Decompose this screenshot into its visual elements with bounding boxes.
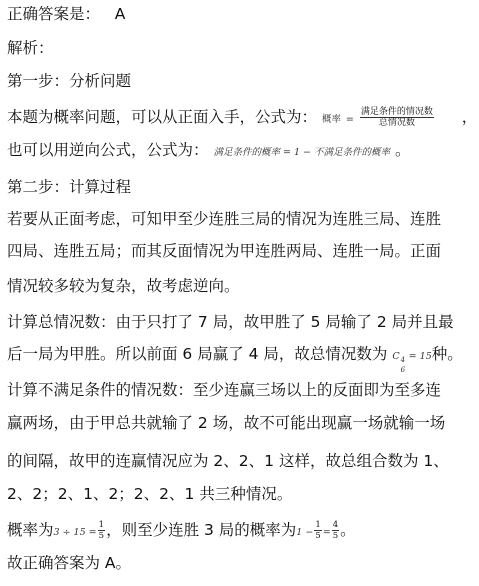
prob-f2b-num: 4	[332, 520, 339, 530]
step2-para3-line2: 赢两场，由于甲总共就输了 2 场，故不可能出现赢一场就输一场	[7, 414, 446, 432]
step1-formula-line	[7, 107, 478, 130]
final-answer-line: 故正确答案为 A。	[7, 554, 132, 572]
step2-para3-line3: 的间隔，故甲的连赢情况应为 2、2、1 这样，故总组合数为 1、	[7, 452, 449, 470]
prob-f2a-num: 1	[315, 520, 321, 530]
prob-t1: 概率为	[7, 521, 54, 539]
combination-sub: 6	[400, 366, 406, 374]
formula1-eq: =	[345, 114, 354, 125]
prob-f2: 1 −	[296, 527, 314, 538]
combination-result: = 15	[405, 351, 432, 362]
combination-sup: 4	[400, 356, 406, 364]
step2-para3-line4: 2、2；2、1、2；2、2、1 共三种情况。	[7, 485, 293, 503]
combination-formula	[392, 351, 432, 374]
answer-letter: A	[114, 5, 126, 23]
step1-title: 第一步：分析问题	[7, 72, 132, 90]
prob-fraction-2b	[332, 520, 339, 541]
step2-para1-line1: 若要从正面考虑，可知甲至少连胜三局的情况为连胜三局、连胜	[7, 210, 442, 228]
step2-para2-text: 后一局为甲胜。所以前面 6 局赢了 4 局，故总情况数为	[7, 345, 388, 363]
prob-f1-num: 1	[98, 520, 105, 530]
analysis-heading: 解析：	[7, 39, 54, 57]
step2-para3-line1: 计算不满足条件的情况数：至少连赢三场以上的反面即为至多连	[7, 381, 442, 399]
prob-fraction-2a	[314, 520, 321, 541]
prob-t3: 。	[340, 521, 356, 539]
step1-line2-tail: 。	[394, 141, 411, 159]
combination-symbol: C	[392, 351, 400, 362]
step2-para2-line1: 计算总情况数：由于只打了 7 局，故甲胜了 5 局输了 2 局并且最	[7, 313, 454, 331]
probability-line	[7, 520, 471, 543]
step2-para1-line3: 情况较多较为复杂，故考虑逆向。	[7, 277, 240, 295]
step1-reverse-line	[7, 140, 471, 163]
formula1-lhs: 概率	[321, 114, 341, 125]
step2-para1-line2: 四局、连胜五局；而其反面情况为甲连胜两局、连胜一局。正面	[7, 242, 442, 260]
prob-t2: ，则至少连胜 3 局的概率为	[106, 521, 297, 539]
formula2: 满足条件的概率 = 1 − 不满足条件的概率	[213, 147, 390, 158]
step1-line1-text: 本题为概率问题，可以从正面入手，公式为：	[7, 108, 318, 126]
step2-para2-line2	[7, 344, 471, 374]
formula1-tail: ，	[461, 108, 478, 126]
prob-f1-den: 5	[98, 531, 105, 541]
step1-line2-text: 也可以用逆向公式，公式为：	[7, 141, 209, 159]
formula1-numerator: 满足条件的情况数	[360, 107, 433, 117]
prob-f1: 3 ÷ 15 =	[53, 527, 97, 538]
prob-fraction-1	[98, 520, 105, 541]
answer-line	[7, 4, 471, 24]
step2-para2-tail: 种。	[431, 345, 463, 363]
step2-title: 第二步：计算过程	[7, 178, 132, 196]
prob-f2-eq: =	[322, 527, 331, 538]
formula1-denominator: 总情况数	[378, 118, 415, 128]
prob-f2b-den: 5	[332, 531, 339, 541]
prob-f2a-den: 5	[315, 531, 321, 541]
answer-prefix: 正确答案是：	[7, 5, 101, 23]
formula1-fraction	[360, 107, 434, 128]
